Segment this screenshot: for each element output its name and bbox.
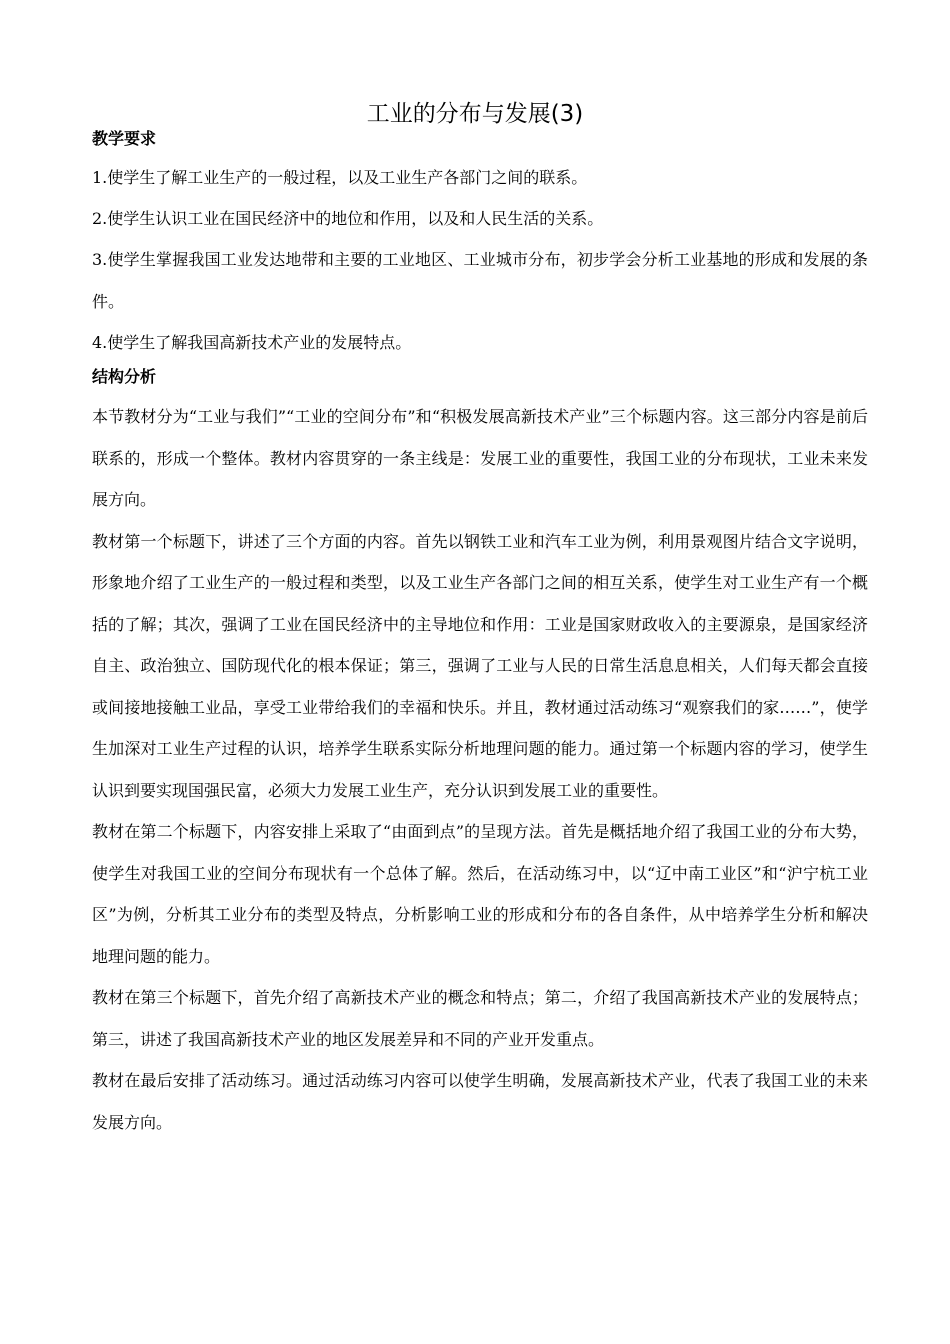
body-paragraph: 教材第一个标题下，讲述了三个方面的内容。首先以钢铁工业和汽车工业为例，利用景观图片结合文字说明，形象地介绍了工业生产的一般过程和类型，以及工业生产各部门之间的相互关系，使学生对工业生产有一个概括的了解；其次，强调了工业在国民经济中的主导地位和作用：工业是国家财政收入的主要源泉，是国家经济自主、政治独立、国防现代化的根本保证；第三，强调了工业与人民的日常生活息息相关，人们每天都会直接或间接地接触工业品，享受工业带给我们的幸福和快乐。并且，教材通过活动练习“观察我们的家……”，使学生加深对工业生产过程的认识，培养学生联系实际分析地理问题的能力。通过第一个标题内容的学习，使学生认识到要实现国强民富，必须大力发展工业生产，充分认识到发展工业的重要性。 bbox=[92, 531, 868, 800]
requirement-item: 4.使学生了解我国高新技术产业的发展特点。 bbox=[92, 333, 412, 352]
body-paragraph: 教材在最后安排了活动练习。通过活动练习内容可以使学生明确，发展高新技术产业，代表了我国工业的未来发展方向。 bbox=[92, 1071, 868, 1132]
body-paragraph: 教材在第三个标题下，首先介绍了高新技术产业的概念和特点；第二，介绍了我国高新技术产业的发展特点；第三，讲述了我国高新技术产业的地区发展差异和不同的产业开发重点。 bbox=[92, 988, 868, 1049]
section-heading: 教学要求 bbox=[92, 129, 157, 148]
body-paragraph: 本节教材分为“工业与我们”“工业的空间分布”和“积极发展高新技术产业”三个标题内容。这三部分内容是前后联系的，形成一个整体。教材内容贯穿的一条主线是：发展工业的重要性，我国工业的分布现状，工业未来发展方向。 bbox=[92, 407, 868, 509]
body-paragraph: 教材在第二个标题下，内容安排上采取了“由面到点”的呈现方法。首先是概括地介绍了我国工业的分布大势，使学生对我国工业的空间分布现状有一个总体了解。然后，在活动练习中，以“辽中南工业区”和“沪宁杭工业区”为例，分析其工业分布的类型及特点，分析影响工业的形成和分布的各自条件，从中培养学生分析和解决地理问题的能力。 bbox=[92, 822, 868, 966]
requirement-item: 1.使学生了解工业生产的一般过程，以及工业生产各部门之间的联系。 bbox=[92, 168, 588, 187]
section-structure-analysis bbox=[92, 366, 868, 1143]
section-heading: 结构分析 bbox=[92, 367, 157, 386]
requirement-item: 2.使学生认识工业在国民经济中的地位和作用，以及和人民生活的关系。 bbox=[92, 209, 604, 228]
document-title: 工业的分布与发展(3) bbox=[366, 101, 584, 127]
requirement-item: 3.使学生掌握我国工业发达地带和主要的工业地区、工业城市分布，初步学会分析工业基地的形成和发展的条件。 bbox=[92, 250, 868, 311]
section-teaching-requirements bbox=[92, 128, 868, 363]
